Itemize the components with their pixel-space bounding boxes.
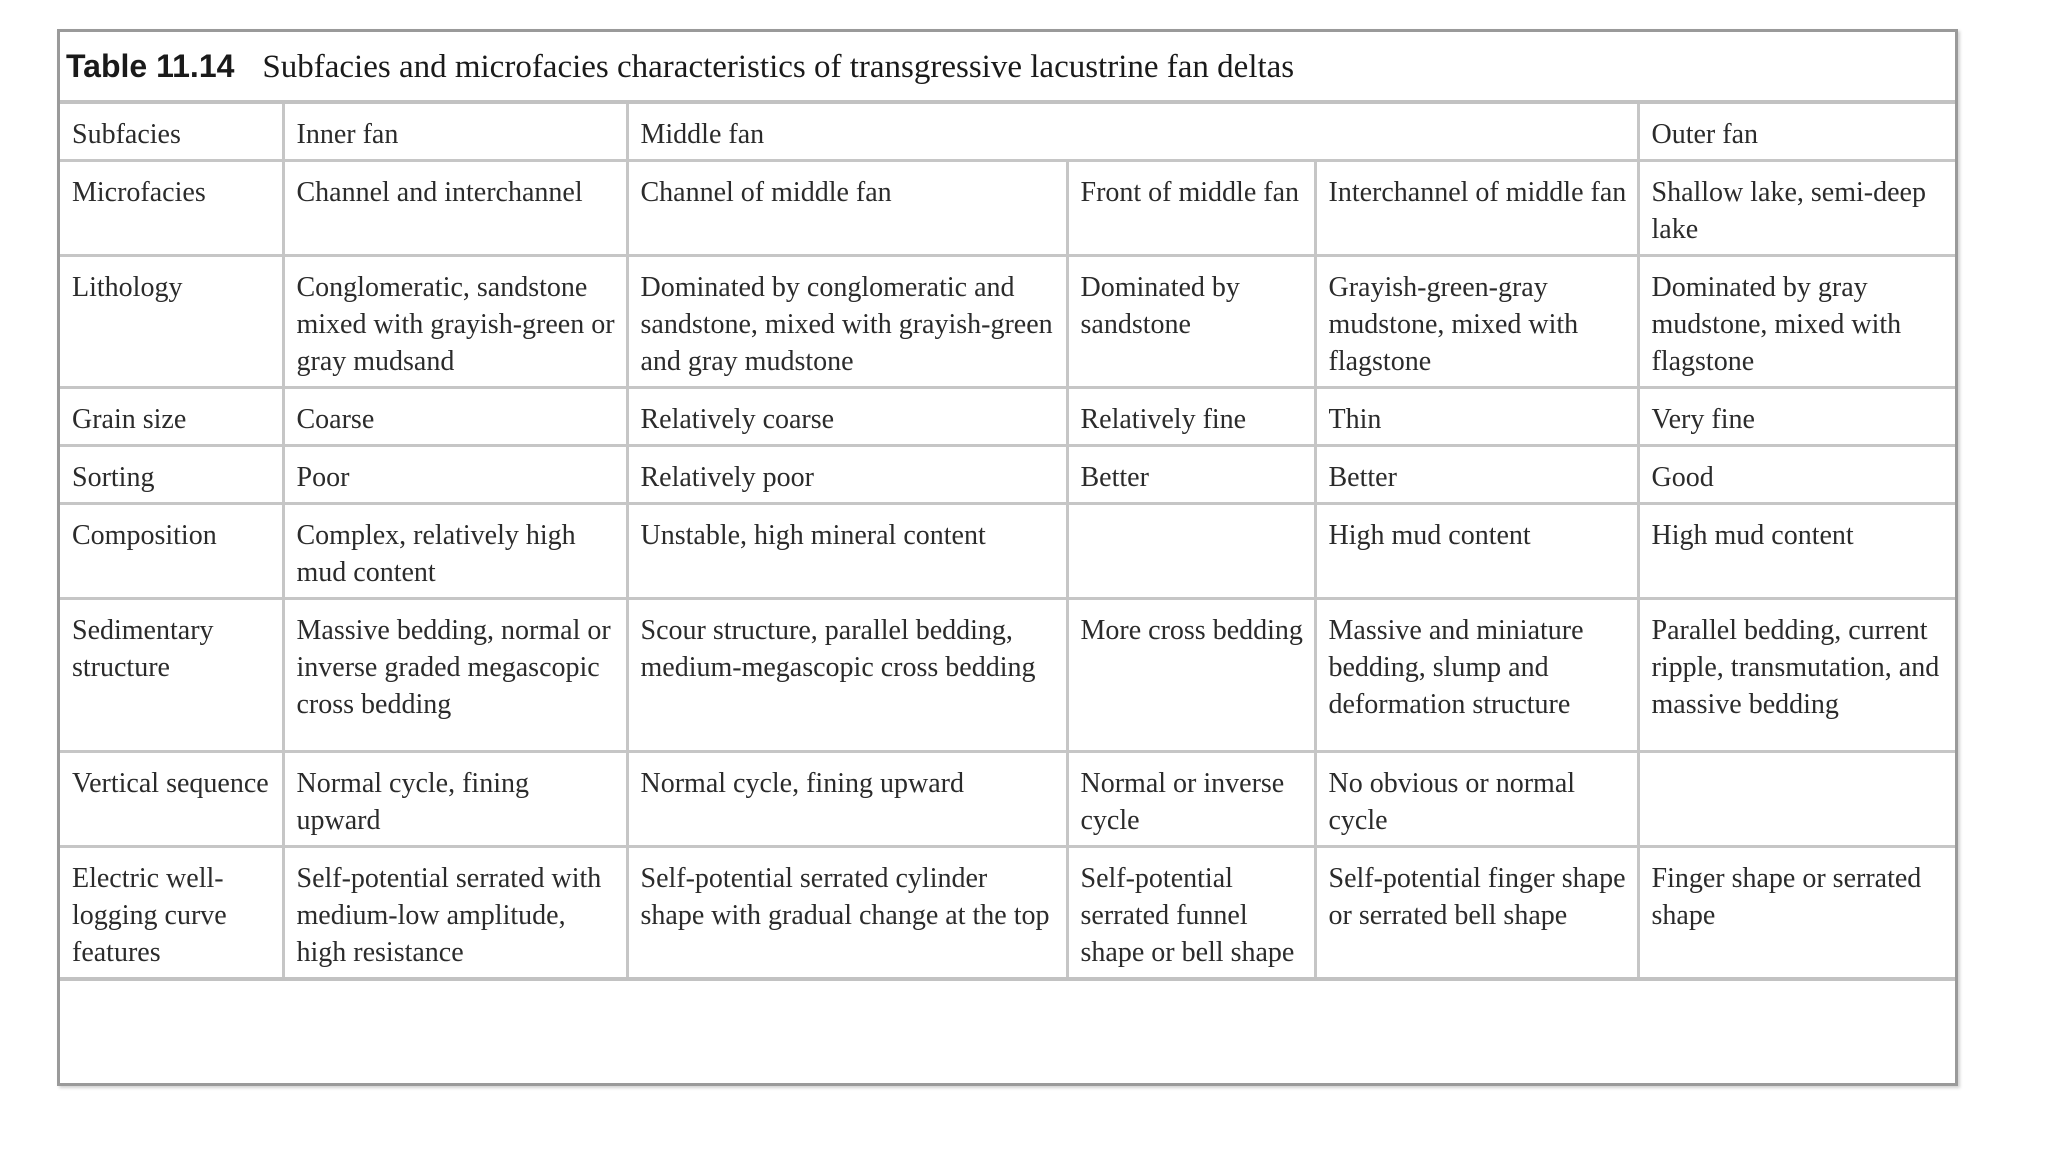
row-header: Microfacies <box>60 161 283 256</box>
row-header: Composition <box>60 504 283 599</box>
table-cell: High mud content <box>1315 504 1638 599</box>
table-cell: Finger shape or serrated shape <box>1638 847 1955 980</box>
table-cell: More cross bedding <box>1067 599 1315 752</box>
table-cell: Poor <box>283 446 627 504</box>
row-header: Grain size <box>60 388 283 446</box>
table-cell: Parallel bedding, current ripple, transmutation, and massive bedding <box>1638 599 1955 752</box>
subfacies-outer: Outer fan <box>1638 104 1955 161</box>
table-cell: Dominated by gray mudstone, mixed with flagstone <box>1638 256 1955 388</box>
table-cell: Coarse <box>283 388 627 446</box>
table-row <box>60 256 1955 388</box>
table-cell: Dominated by sandstone <box>1067 256 1315 388</box>
table-cell: Shallow lake, semi-deep lake <box>1638 161 1955 256</box>
facies-table <box>57 29 1958 1086</box>
table-cell: Relatively fine <box>1067 388 1315 446</box>
table-cell: Self-potential serrated funnel shape or bell shape <box>1067 847 1315 980</box>
table-cell: No obvious or normal cycle <box>1315 752 1638 847</box>
subfacies-row <box>60 104 1955 161</box>
table-cell: Normal or inverse cycle <box>1067 752 1315 847</box>
table-row <box>60 847 1955 980</box>
table-cell <box>1638 752 1955 847</box>
table-cell <box>1067 504 1315 599</box>
table-cell: Massive bedding, normal or inverse graded megascopic cross bedding <box>283 599 627 752</box>
table-cell: Interchannel of middle fan <box>1315 161 1638 256</box>
table-cell: Good <box>1638 446 1955 504</box>
table-cell: Relatively poor <box>627 446 1067 504</box>
table-cell: Scour structure, parallel bedding, medium-megascopic cross bedding <box>627 599 1067 752</box>
table-row <box>60 752 1955 847</box>
row-header: Sedimentary structure <box>60 599 283 752</box>
facies-data-table <box>60 104 1955 981</box>
row-header: Sorting <box>60 446 283 504</box>
table-cell: Normal cycle, fining upward <box>283 752 627 847</box>
table-cell: Better <box>1067 446 1315 504</box>
table-cell: Self-potential finger shape or serrated bell shape <box>1315 847 1638 980</box>
table-title: Subfacies and microfacies characteristics of transgressive lacustrine fan deltas <box>262 49 1295 85</box>
table-cell: Relatively coarse <box>627 388 1067 446</box>
table-row <box>60 504 1955 599</box>
subfacies-inner: Inner fan <box>283 104 627 161</box>
table-row <box>60 161 1955 256</box>
table-cell: High mud content <box>1638 504 1955 599</box>
table-cell: Conglomeratic, sandstone mixed with grayish-green or gray mudsand <box>283 256 627 388</box>
table-cell: Dominated by conglomeratic and sandstone, mixed with grayish-green and gray mudstone <box>627 256 1067 388</box>
table-row <box>60 388 1955 446</box>
table-cell: Normal cycle, fining upward <box>627 752 1067 847</box>
table-cell: Self-potential serrated cylinder shape with gradual change at the top <box>627 847 1067 980</box>
table-cell: Massive and miniature bedding, slump and deformation structure <box>1315 599 1638 752</box>
row-header: Electric well-logging curve features <box>60 847 283 980</box>
table-row <box>60 599 1955 752</box>
table-caption <box>60 32 1955 104</box>
table-row <box>60 446 1955 504</box>
row-header: Vertical sequence <box>60 752 283 847</box>
table-cell: Unstable, high mineral content <box>627 504 1067 599</box>
row-header: Lithology <box>60 256 283 388</box>
table-number: Table 11.14 <box>66 48 235 84</box>
table-cell: Complex, relatively high mud content <box>283 504 627 599</box>
table-cell: Thin <box>1315 388 1638 446</box>
row-header: Subfacies <box>60 104 283 161</box>
table-cell: Self-potential serrated with medium-low amplitude, high resistance <box>283 847 627 980</box>
table-cell: Very fine <box>1638 388 1955 446</box>
table-cell: Grayish-green-gray mudstone, mixed with flagstone <box>1315 256 1638 388</box>
subfacies-middle: Middle fan <box>627 104 1638 161</box>
table-cell: Front of middle fan <box>1067 161 1315 256</box>
table-cell: Better <box>1315 446 1638 504</box>
table-cell: Channel of middle fan <box>627 161 1067 256</box>
table-cell: Channel and interchannel <box>283 161 627 256</box>
